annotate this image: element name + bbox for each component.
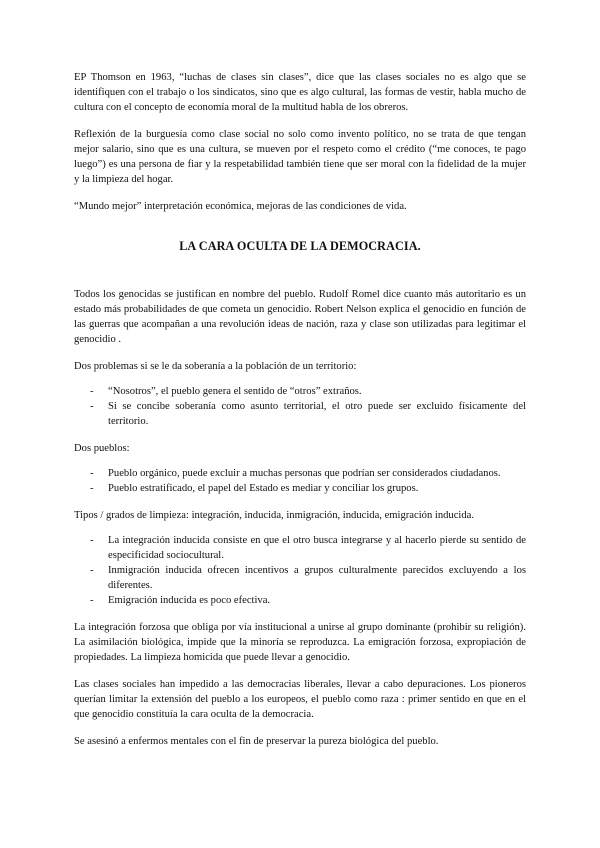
list-item — [74, 563, 526, 593]
document-body — [74, 70, 526, 761]
list-pueblos — [74, 466, 526, 496]
dash-bullet: - — [90, 468, 94, 479]
paragraph-integracion-forzosa: La integración forzosa que obliga por vía institucional a unirse al grupo dominante (prohibir su religión). La asimilación biológica, impide que la minoría se reproduzca. La emigración forzosa, expropiación de propiedades. La limpieza homicida que puede llevar a genocidio. — [74, 622, 526, 663]
dash-bullet: - — [90, 401, 94, 412]
paragraph-genocidas: Todos los genocidas se justifican en nombre del pueblo. Rudolf Romel dice cuanto más autoritario es un estado más probabilidades de que cometa un genocidio. Robert Nelson explica el genocidio en función de las guerras que acompañan a una revolución ideas de nación, raza y clase son utilizadas para legitimar el genocidio . — [74, 289, 526, 345]
list-problemas — [74, 384, 526, 429]
list-item — [74, 533, 526, 563]
paragraph-clases-sociales: Las clases sociales han impedido a las democracias liberales, llevar a cabo depuraciones. Los pioneros querían limitar la extensión del pueblo a los europeos, el pueblo como raza : primer sentido en que en el que genocidio constituía la cara oculta de la democracia. — [74, 679, 526, 720]
paragraph-thomson: EP Thomson en 1963, “luchas de clases sin clases”, dice que las clases sociales no es algo que se identifiquen con el trabajo o los sindicatos, sino que es algo cultural, las formas de vestir, habla mucho de cultura con el concepto de economía moral de la multitud habla de los obreros. — [74, 72, 526, 113]
list-item-text: “Nosotros”, el pueblo genera el sentido de “otros” extraños. — [108, 386, 362, 397]
paragraph-burguesia: Reflexión de la burguesía como clase social no solo como invento político, no se trata de que tengan mejor salario, sino que es una cultura, se mueven por el respeto como el crédito (“me conoces, te pago luego”) es una persona de fiar y la respetabilidad también tiene que ser moral con la fidelidad de la mujer y la limpieza del hogar. — [74, 129, 526, 185]
list-item — [74, 466, 526, 481]
dash-bullet: - — [90, 595, 94, 606]
paragraph-dos-problemas: Dos problemas si se le da soberanía a la población de un territorio: — [74, 361, 357, 372]
list-item — [74, 384, 526, 399]
dash-bullet: - — [90, 565, 94, 576]
list-tipos — [74, 533, 526, 608]
list-item — [74, 399, 526, 429]
list-item — [74, 481, 526, 496]
list-item — [74, 593, 526, 608]
list-item-text: Inmigración inducida ofrecen incentivos a grupos culturalmente parecidos excluyendo a los diferentes. — [108, 565, 526, 591]
paragraph-mundo-mejor: “Mundo mejor” interpretación económica, mejoras de las condiciones de vida. — [74, 201, 407, 212]
dash-bullet: - — [90, 483, 94, 494]
list-item-text: Si se concibe soberanía como asunto territorial, el otro puede ser excluido físicamente del territorio. — [108, 401, 526, 427]
list-item-text: Pueblo orgánico, puede excluir a muchas personas que podrían ser considerados ciudadanos. — [108, 468, 501, 479]
paragraph-dos-pueblos: Dos pueblos: — [74, 443, 130, 454]
list-item-text: Pueblo estratificado, el papel del Estado es mediar y conciliar los grupos. — [108, 483, 419, 494]
list-item-text: La integración inducida consiste en que el otro busca integrarse y al hacerlo pierde su sentido de especificidad sociocultural. — [108, 535, 526, 561]
list-item-text: Emigración inducida es poco efectiva. — [108, 595, 271, 606]
section-title: LA CARA OCULTA DE LA DEMOCRACIA. — [179, 239, 421, 253]
dash-bullet: - — [90, 535, 94, 546]
paragraph-tipos-limpieza: Tipos / grados de limpieza: integración, inducida, inmigración, inducida, emigración inducida. — [74, 510, 475, 521]
dash-bullet: - — [90, 386, 94, 397]
paragraph-enfermos-mentales: Se asesinó a enfermos mentales con el fin de preservar la pureza biológica del pueblo. — [74, 736, 439, 747]
